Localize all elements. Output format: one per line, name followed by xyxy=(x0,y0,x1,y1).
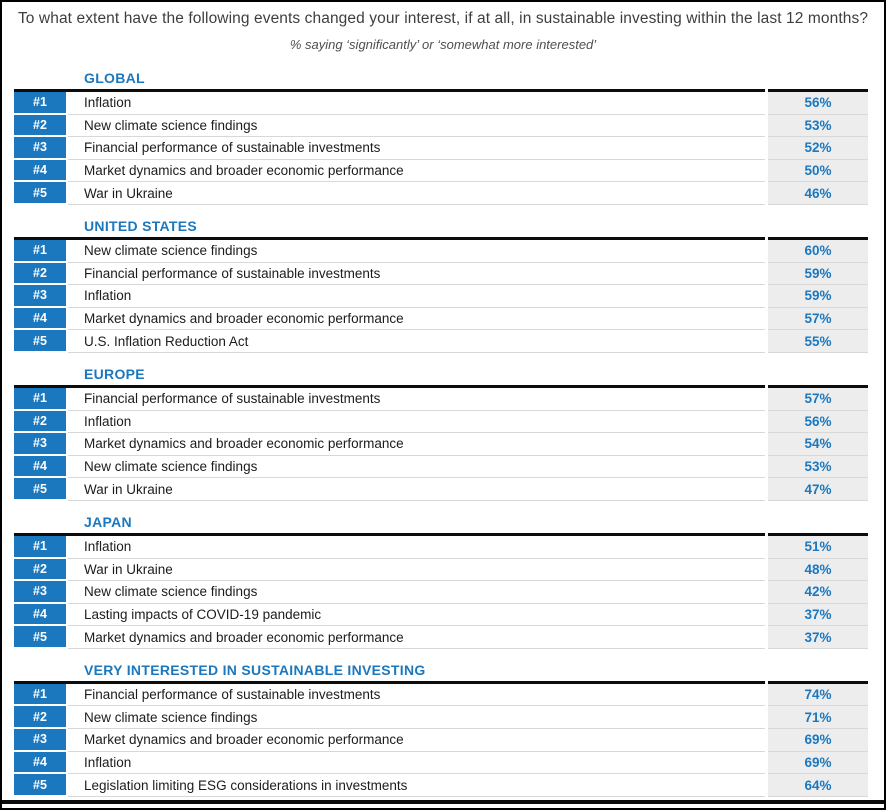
rank-badge: #1 xyxy=(14,684,66,707)
rank-badge: #2 xyxy=(14,706,66,729)
section-header: JAPAN xyxy=(84,513,132,530)
event-label: Financial performance of sustainable investments xyxy=(68,388,765,411)
table-row xyxy=(14,92,868,115)
event-label: Financial performance of sustainable investments xyxy=(68,263,765,286)
percent-value: 42% xyxy=(768,581,868,604)
rank-badge: #1 xyxy=(14,92,66,115)
rank-badge: #3 xyxy=(14,137,66,160)
table-row xyxy=(14,604,868,627)
table-row xyxy=(14,330,868,353)
percent-value: 69% xyxy=(768,729,868,752)
percent-value: 37% xyxy=(768,626,868,649)
table-row xyxy=(14,388,868,411)
table-row xyxy=(14,182,868,205)
rank-badge: #1 xyxy=(14,240,66,263)
rank-badge: #4 xyxy=(14,752,66,775)
rank-badge: #3 xyxy=(14,285,66,308)
table-row xyxy=(14,433,868,456)
table-row xyxy=(14,706,868,729)
rank-badge: #5 xyxy=(14,330,66,353)
percent-value: 52% xyxy=(768,137,868,160)
rank-badge: #3 xyxy=(14,729,66,752)
rank-badge: #5 xyxy=(14,626,66,649)
section-global xyxy=(14,70,868,205)
event-label: New climate science findings xyxy=(68,456,765,479)
table-row xyxy=(14,536,868,559)
percent-value: 50% xyxy=(768,160,868,183)
event-label: War in Ukraine xyxy=(68,559,765,582)
table-row xyxy=(14,263,868,286)
rank-badge: #5 xyxy=(14,478,66,501)
table-row xyxy=(14,774,868,797)
section-header: VERY INTERESTED IN SUSTAINABLE INVESTING xyxy=(84,661,426,678)
event-label: Market dynamics and broader economic performance xyxy=(68,626,765,649)
percent-value: 74% xyxy=(768,684,868,707)
section-very-interested xyxy=(14,662,868,797)
table-row xyxy=(14,115,868,138)
percent-value: 37% xyxy=(768,604,868,627)
percent-value: 57% xyxy=(768,388,868,411)
bottom-rule xyxy=(2,800,884,804)
event-label: New climate science findings xyxy=(68,581,765,604)
event-label: Inflation xyxy=(68,92,765,115)
rank-badge: #4 xyxy=(14,604,66,627)
percent-value: 48% xyxy=(768,559,868,582)
percent-value: 47% xyxy=(768,478,868,501)
table-row xyxy=(14,626,868,649)
event-label: Legislation limiting ESG considerations in investments xyxy=(68,774,765,797)
percent-value: 59% xyxy=(768,285,868,308)
table-row xyxy=(14,684,868,707)
event-label: Lasting impacts of COVID-19 pandemic xyxy=(68,604,765,627)
table-row xyxy=(14,478,868,501)
table-row xyxy=(14,411,868,434)
percent-value: 69% xyxy=(768,752,868,775)
percent-value: 53% xyxy=(768,115,868,138)
rank-badge: #2 xyxy=(14,411,66,434)
event-label: Inflation xyxy=(68,411,765,434)
table-row xyxy=(14,285,868,308)
section-header: UNITED STATES xyxy=(84,217,198,234)
section-japan xyxy=(14,514,868,649)
event-label: War in Ukraine xyxy=(68,182,765,205)
percent-value: 64% xyxy=(768,774,868,797)
table-row xyxy=(14,456,868,479)
percent-value: 51% xyxy=(768,536,868,559)
percent-value: 55% xyxy=(768,330,868,353)
rank-badge: #5 xyxy=(14,774,66,797)
table-row xyxy=(14,559,868,582)
table-row xyxy=(14,729,868,752)
rank-badge: #3 xyxy=(14,581,66,604)
ranking-sections xyxy=(14,70,868,797)
rank-badge: #1 xyxy=(14,388,66,411)
rank-badge: #5 xyxy=(14,182,66,205)
event-label: Financial performance of sustainable investments xyxy=(68,684,765,707)
event-label: Market dynamics and broader economic performance xyxy=(68,308,765,331)
table-row xyxy=(14,137,868,160)
percent-value: 60% xyxy=(768,240,868,263)
rank-badge: #4 xyxy=(14,160,66,183)
event-label: Financial performance of sustainable investments xyxy=(68,137,765,160)
event-label: New climate science findings xyxy=(68,706,765,729)
event-label: Inflation xyxy=(68,752,765,775)
section-header: EUROPE xyxy=(84,365,145,382)
rank-badge: #3 xyxy=(14,433,66,456)
rank-badge: #4 xyxy=(14,456,66,479)
rank-badge: #2 xyxy=(14,559,66,582)
table-row xyxy=(14,160,868,183)
section-europe xyxy=(14,366,868,501)
table-row xyxy=(14,752,868,775)
event-label: U.S. Inflation Reduction Act xyxy=(68,330,765,353)
percent-value: 71% xyxy=(768,706,868,729)
section-united-states xyxy=(14,218,868,353)
section-header: GLOBAL xyxy=(84,70,145,86)
rank-badge: #4 xyxy=(14,308,66,331)
event-label: Market dynamics and broader economic performance xyxy=(68,433,765,456)
percent-value: 54% xyxy=(768,433,868,456)
table-row xyxy=(14,308,868,331)
event-label: New climate science findings xyxy=(68,115,765,138)
event-label: New climate science findings xyxy=(68,240,765,263)
percent-value: 56% xyxy=(768,92,868,115)
percent-value: 57% xyxy=(768,308,868,331)
figure-subtitle: % saying ‘significantly’ or ‘somewhat more interested’ xyxy=(289,37,597,52)
event-label: Inflation xyxy=(68,536,765,559)
event-label: Inflation xyxy=(68,285,765,308)
event-label: Market dynamics and broader economic performance xyxy=(68,729,765,752)
percent-value: 46% xyxy=(768,182,868,205)
table-row xyxy=(14,581,868,604)
event-label: Market dynamics and broader economic performance xyxy=(68,160,765,183)
percent-value: 59% xyxy=(768,263,868,286)
rank-badge: #2 xyxy=(14,115,66,138)
event-label: War in Ukraine xyxy=(68,478,765,501)
percent-value: 53% xyxy=(768,456,868,479)
figure-title: To what extent have the following events changed your interest, if at all, in sustainable investing within the last 12 months? xyxy=(17,10,869,27)
percent-value: 56% xyxy=(768,411,868,434)
rank-badge: #1 xyxy=(14,536,66,559)
table-row xyxy=(14,240,868,263)
rank-badge: #2 xyxy=(14,263,66,286)
